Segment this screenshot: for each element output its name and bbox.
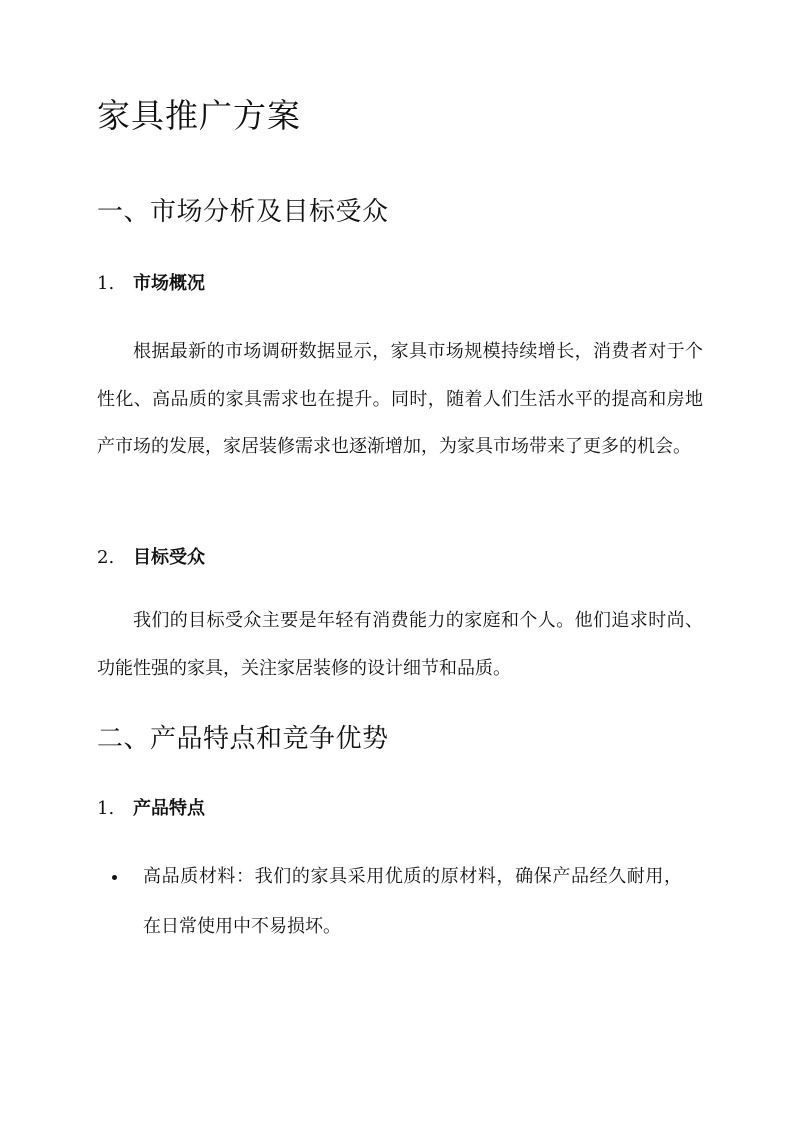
subsection-title: 产品特点 xyxy=(133,798,205,819)
subsection-heading-product-features xyxy=(97,796,205,822)
paragraph-target-audience: 我们的目标受众主要是年轻有消费能力的家庭和个人。他们追求时尚、功能性强的家具，关注家居装修的设计细节和品质。 xyxy=(97,610,703,679)
subsection-number: 1. xyxy=(97,798,115,819)
paragraph-market-overview: 根据最新的市场调研数据显示，家具市场规模持续增长，消费者对于个性化、高品质的家具需求也在提升。同时，随着人们生活水平的提高和房地产市场的发展，家居装修需求也逐渐增加，为家具市场带来了更多的机会。 xyxy=(97,341,703,457)
list-item xyxy=(112,852,682,952)
section-heading-product-features: 二、产品特点和竞争优势 xyxy=(97,724,389,754)
subsection-number: 1. xyxy=(97,273,115,294)
product-features-list xyxy=(112,852,682,952)
subsection-number: 2. xyxy=(97,547,115,568)
subsection-title: 市场概况 xyxy=(133,273,205,294)
section-heading-market-analysis: 一、市场分析及目标受众 xyxy=(97,197,389,227)
subsection-heading-target-audience xyxy=(97,545,205,571)
bullet-icon xyxy=(112,875,117,880)
subsection-title: 目标受众 xyxy=(133,547,205,568)
subsection-heading-market-overview xyxy=(97,271,205,297)
document-title: 家具推广方案 xyxy=(97,96,301,135)
list-item-text: 高品质材料：我们的家具采用优质的原材料，确保产品经久耐用，在日常使用中不易损坏。 xyxy=(143,866,682,937)
